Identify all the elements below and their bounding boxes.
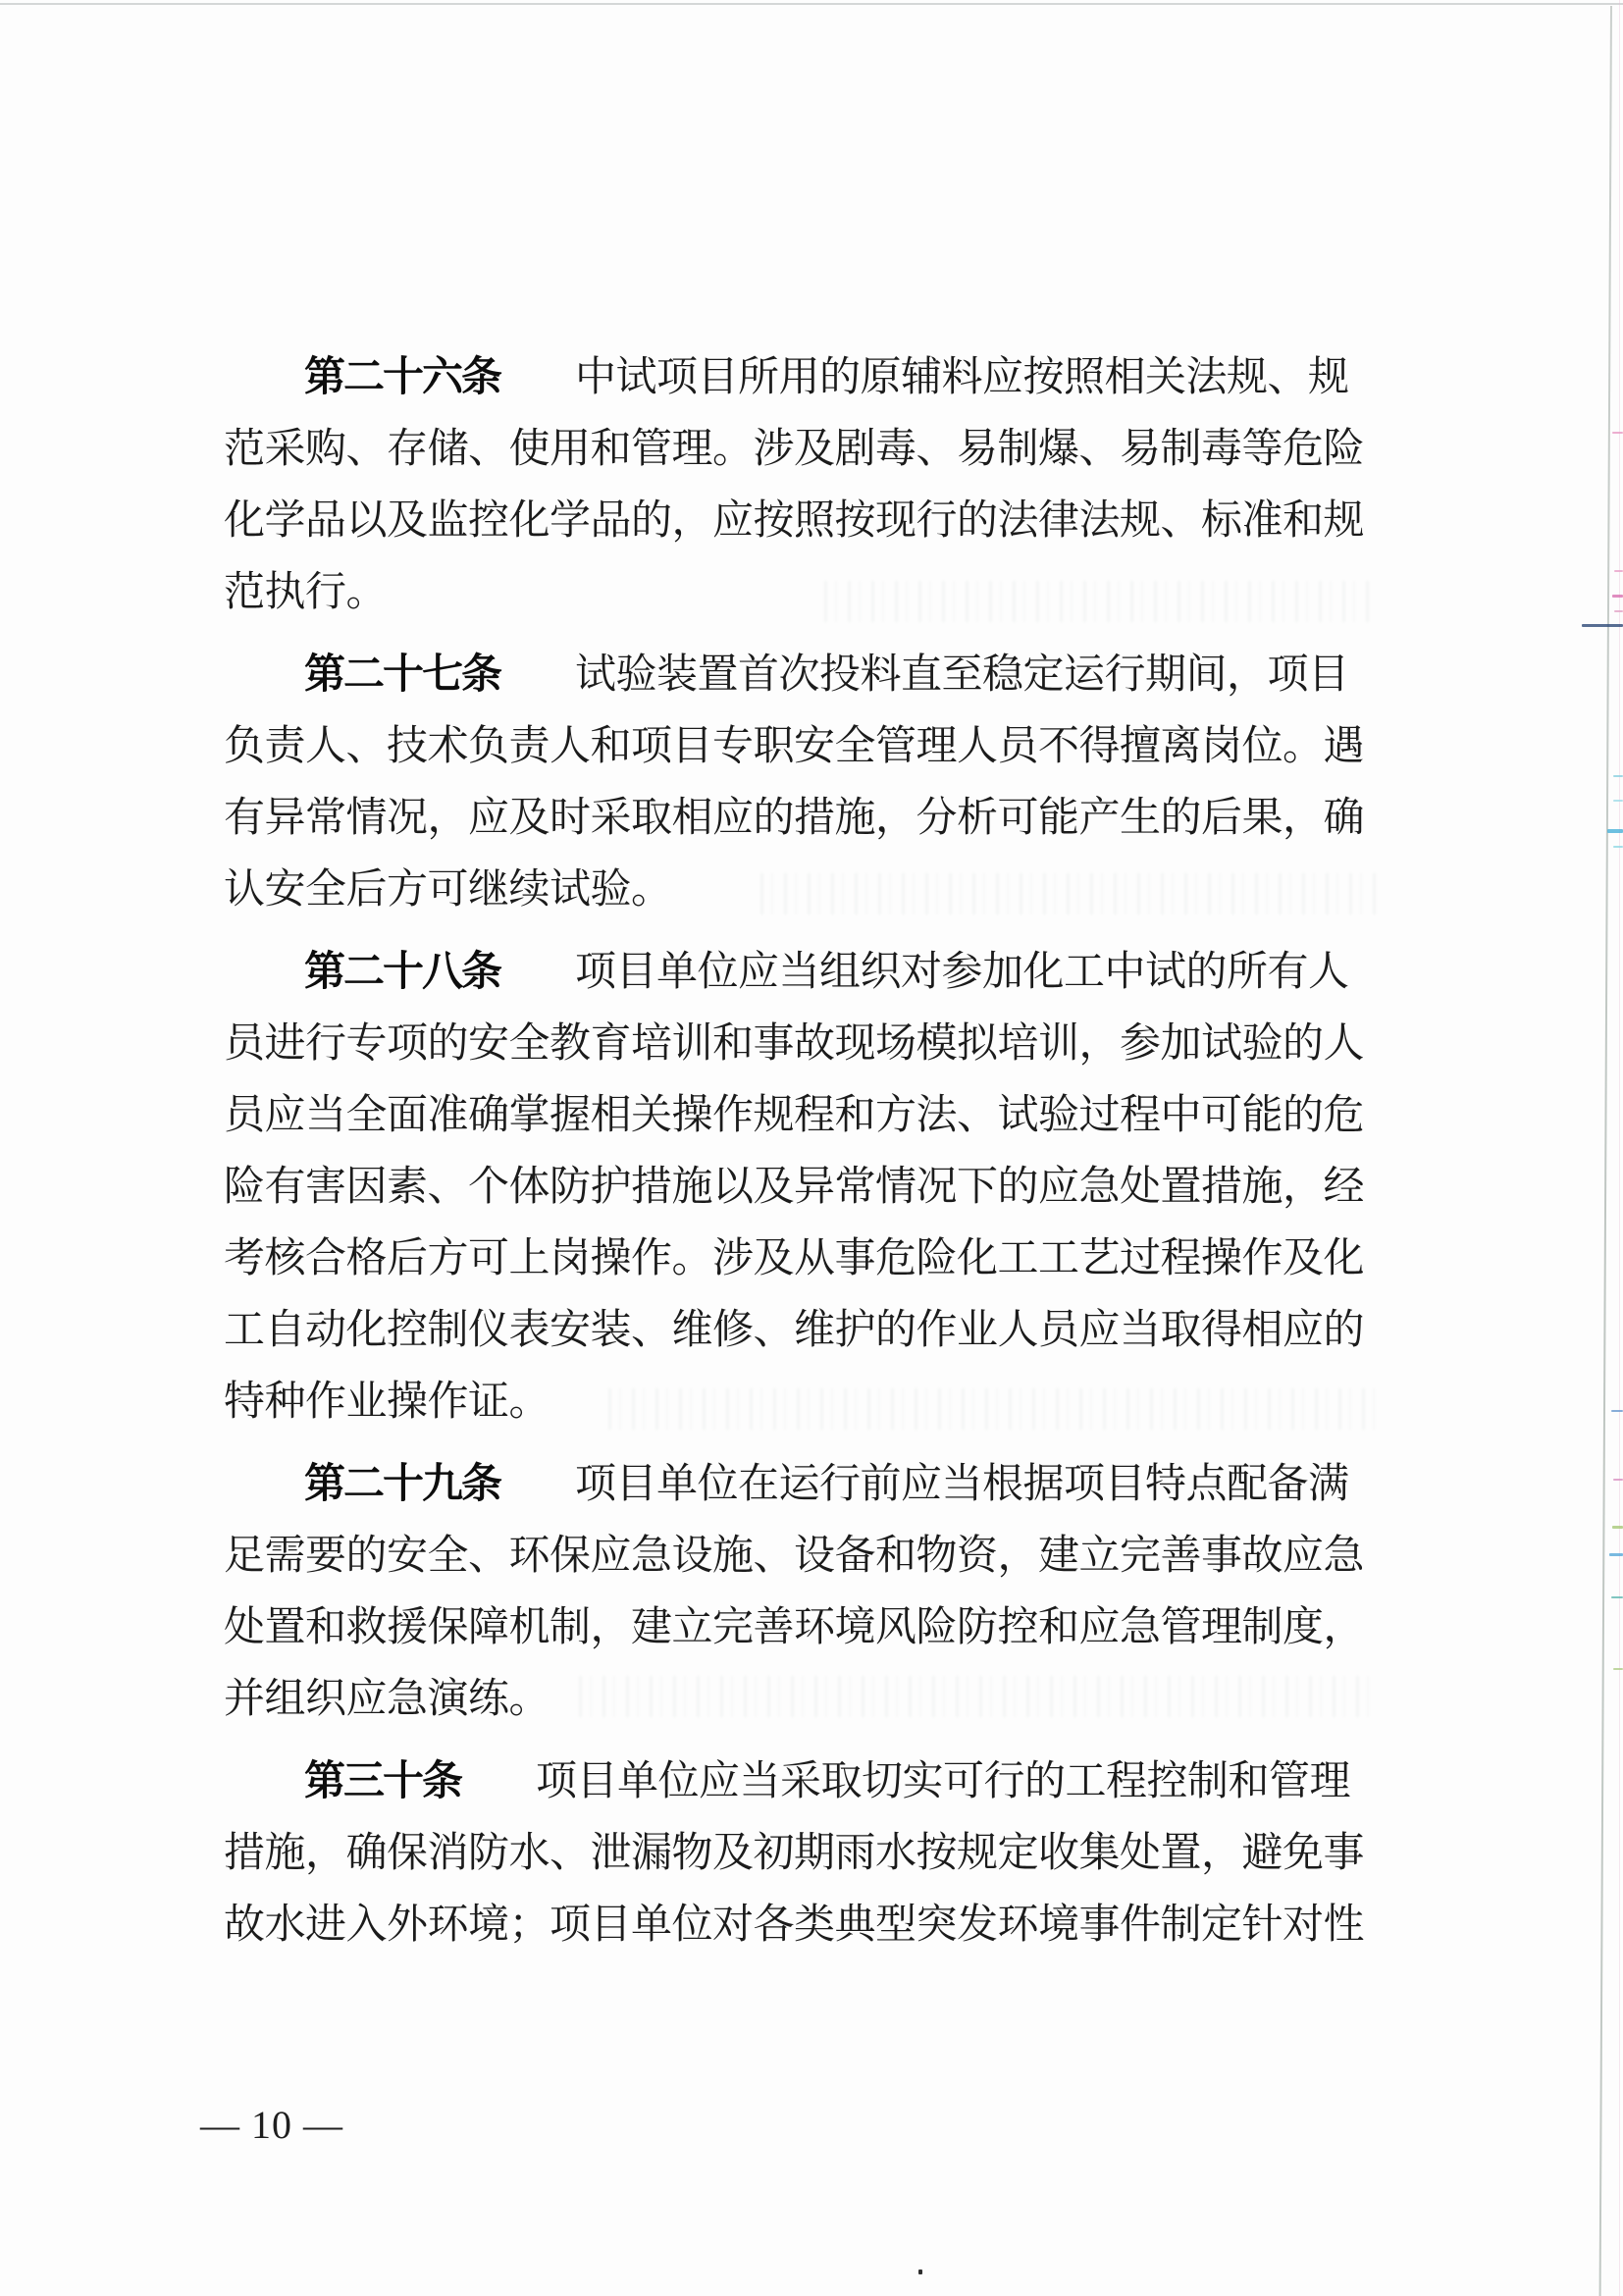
text-line bbox=[224, 640, 1421, 711]
scan-color-streak bbox=[1612, 432, 1623, 434]
text-line: 特种作业操作证。 bbox=[224, 1380, 550, 1425]
scan-edge-pink-line bbox=[1619, 0, 1620, 2296]
text-line: 化学品以及监控化学品的，应按照按现行的法律法规、标准和规 bbox=[224, 498, 1365, 544]
scan-color-streak bbox=[1612, 1526, 1623, 1529]
ink-speck bbox=[918, 2270, 922, 2274]
bleedthrough-smudge bbox=[760, 873, 1379, 914]
text-line: 险有害因素、个体防护措施以及异常情况下的应急处置措施，经 bbox=[224, 1165, 1365, 1210]
article-number: 第二十六条 bbox=[304, 355, 501, 400]
page-number: — 10 — bbox=[200, 2103, 343, 2147]
scan-color-streak bbox=[1613, 800, 1623, 802]
text-line bbox=[224, 1449, 1421, 1521]
line-text: 项目单位应当采取切实可行的工程控制和管理 bbox=[536, 1759, 1351, 1804]
scan-color-streak bbox=[1612, 595, 1623, 598]
scan-edge-right-line bbox=[1599, 6, 1612, 2296]
bleedthrough-smudge bbox=[608, 1388, 1379, 1430]
text-line: 有异常情况，应及时采取相应的措施，分析可能产生的后果，确 bbox=[224, 796, 1365, 841]
text-line: 认安全后方可继续试验。 bbox=[224, 867, 672, 913]
article-number: 第二十七条 bbox=[304, 652, 501, 698]
text-line: 措施，确保消防水、泄漏物及初期雨水按规定收集处置，避免事 bbox=[224, 1831, 1365, 1876]
scan-color-streak bbox=[1613, 846, 1623, 848]
page-footer bbox=[200, 2096, 343, 2155]
scan-color-streak bbox=[1582, 624, 1623, 627]
text-line bbox=[224, 1747, 1421, 1818]
text-line bbox=[224, 342, 1421, 414]
line-text: 中试项目所用的原辅料应按照相关法规、规 bbox=[575, 355, 1349, 400]
text-line: 足需要的安全、环保应急设施、设备和物资，建立完善事故应急 bbox=[224, 1534, 1365, 1579]
scan-color-streak bbox=[1611, 1596, 1623, 1598]
scan-color-streak bbox=[1613, 1479, 1623, 1481]
scan-color-streak bbox=[1614, 570, 1623, 572]
scan-edge-top-line bbox=[0, 3, 1623, 5]
bleedthrough-smudge bbox=[824, 581, 1374, 622]
scan-color-streak bbox=[1611, 1410, 1623, 1412]
article-number: 第二十九条 bbox=[304, 1462, 501, 1507]
text-line bbox=[224, 937, 1421, 1009]
text-line: 工自动化控制仪表安装、维修、维护的作业人员应当取得相应的 bbox=[224, 1308, 1365, 1353]
text-line: 范执行。 bbox=[224, 570, 388, 615]
scan-color-streak bbox=[1609, 1553, 1623, 1556]
text-line: 员进行专项的安全教育培训和事故现场模拟培训，参加试验的人 bbox=[224, 1021, 1365, 1067]
article-number: 第二十八条 bbox=[304, 950, 501, 995]
line-text: 试验装置首次投料直至稳定运行期间，项目 bbox=[575, 652, 1349, 698]
article-30 bbox=[224, 1747, 1421, 1961]
text-line: 并组织应急演练。 bbox=[224, 1677, 550, 1722]
scan-color-streak bbox=[1607, 829, 1623, 833]
text-line: 范采购、存储、使用和管理。涉及剧毒、易制爆、易制毒等危险 bbox=[224, 427, 1365, 472]
bleedthrough-smudge bbox=[579, 1676, 1379, 1717]
article-number: 第三十条 bbox=[304, 1759, 462, 1804]
article-28 bbox=[224, 937, 1421, 1438]
scan-color-streak bbox=[1613, 1668, 1623, 1670]
scan-color-streak bbox=[1613, 775, 1623, 777]
text-line: 考核合格后方可上岗操作。涉及从事危险化工工艺过程操作及化 bbox=[224, 1236, 1365, 1281]
line-text: 项目单位在运行前应当根据项目特点配备满 bbox=[575, 1462, 1349, 1507]
text-line: 负责人、技术负责人和项目专职安全管理人员不得擅离岗位。遇 bbox=[224, 724, 1365, 769]
line-text: 项目单位应当组织对参加化工中试的所有人 bbox=[575, 950, 1349, 995]
text-line: 员应当全面准确掌握相关操作规程和方法、试验过程中可能的危 bbox=[224, 1093, 1365, 1138]
scan-color-streak bbox=[1614, 610, 1623, 612]
text-line: 处置和救援保障机制，建立完善环境风险防控和应急管理制度， bbox=[224, 1605, 1365, 1650]
text-line: 故水进入外环境；项目单位对各类典型突发环境事件制定针对性 bbox=[224, 1903, 1365, 1948]
